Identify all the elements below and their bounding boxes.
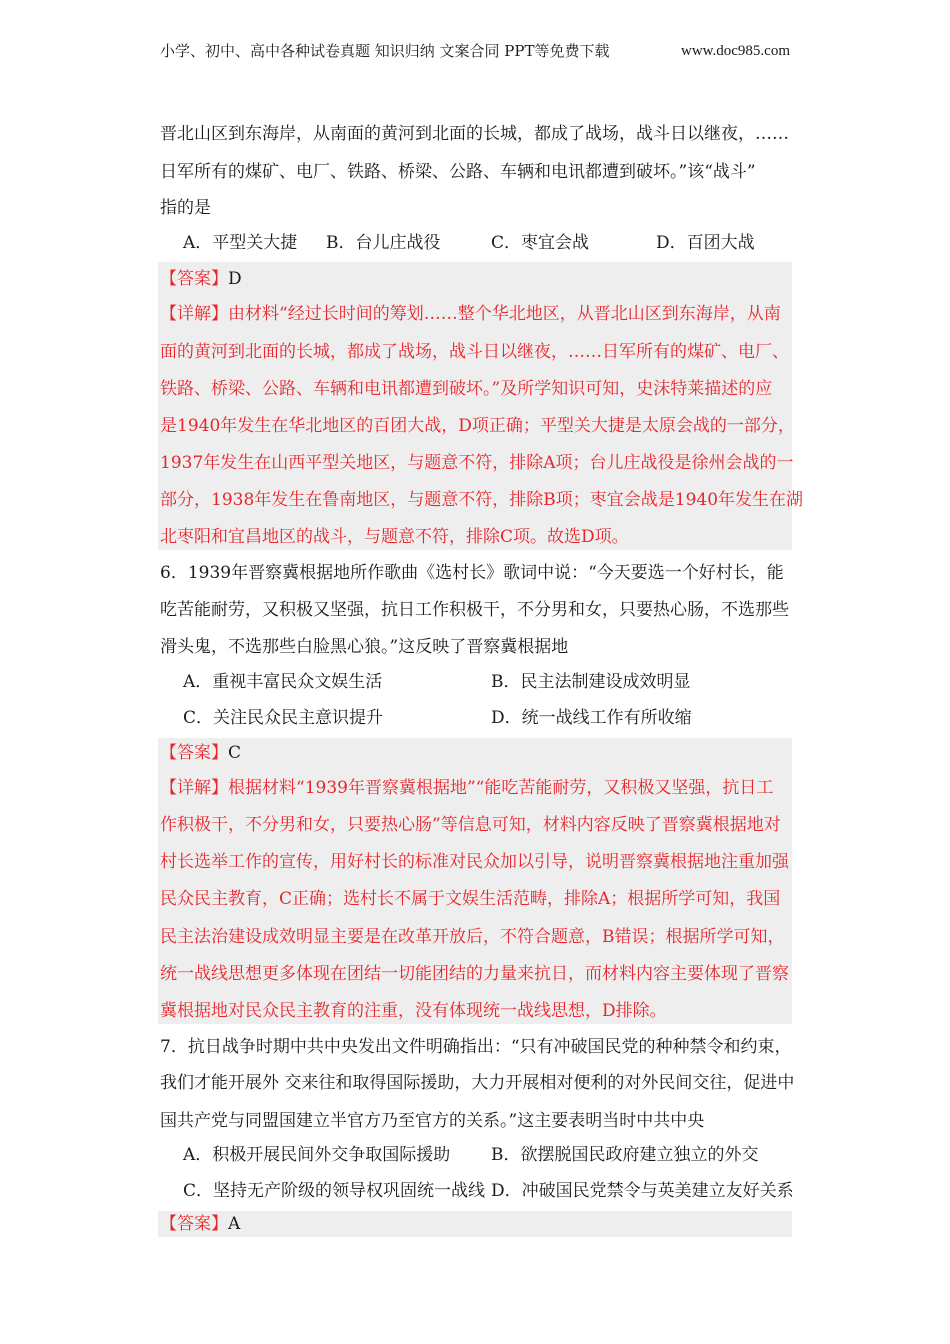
answer-tag: 【答案】 — [160, 1214, 228, 1234]
detail-text: 由材料“经过长时间的筹划……整个华北地区，从晋北山区到东海岸，从南 — [228, 304, 781, 324]
q5-detail-line-2: 面的黄河到北面的长城，都成了战场，战斗日以继夜，……日军所有的煤矿、电厂、 — [160, 342, 789, 362]
q7-option-b: B．欲摆脱国民政府建立独立的外交 — [491, 1145, 759, 1165]
q6-detail-line-6: 统一战线思想更多体现在团结一切能团结的力量来抗日，而材料内容主要体现了晋察 — [160, 964, 789, 984]
q5-option-d: D．百团大战 — [656, 233, 755, 253]
q5-option-c: C．枣宜会战 — [491, 233, 590, 253]
q7-line-2: 我们才能开展外 交来往和取得国际援助，大力开展相对便利的对外民间交往，促进中 — [160, 1073, 795, 1093]
q5-detail-line-4: 是1940年发生在华北地区的百团大战，D项正确；平型关大捷是太原会战的一部分， — [160, 416, 795, 436]
detail-tag: 【详解】 — [160, 304, 228, 324]
q6-detail-line-4: 民众民主教育，C正确；选村长不属于文娱生活范畴，排除A；根据所学可知，我国 — [160, 889, 781, 909]
q6-detail-line-3: 村长选举工作的宣传，用好村长的标准对民众加以引导，说明晋察冀根据地注重加强 — [160, 852, 789, 872]
q5-detail-line-7: 北枣阳和宜昌地区的战斗，与题意不符，排除C项。故选D项。 — [160, 527, 629, 547]
answer-value: A — [228, 1214, 241, 1234]
q6-option-c: C．关注民众民主意识提升 — [183, 708, 384, 728]
q6-detail-line-2: 作积极干，不分男和女，只要热心肠”等信息可知，材料内容反映了晋察冀根据地对 — [160, 815, 781, 835]
q6-line-1: 6．1939年晋察冀根据地所作歌曲《选村长》歌词中说：“今天要选一个好村长，能 — [160, 563, 784, 583]
q6-line-2: 吃苦能耐劳，又积极又坚强，抗日工作积极干，不分男和女，只要热心肠，不选那些 — [160, 600, 789, 620]
q5-option-a: A．平型关大捷 — [183, 233, 298, 253]
detail-text: 根据材料“1939年晋察冀根据地”“能吃苦能耐劳，又积极又坚强，抗日工 — [228, 778, 774, 798]
answer-value: D — [228, 269, 242, 289]
q5-detail-line-6: 部分，1938年发生在鲁南地区，与题意不符，排除B项；枣宜会战是1940年发生在湖 — [160, 490, 804, 510]
answer-tag: 【答案】 — [160, 743, 228, 763]
q7-explanation-box — [158, 1211, 792, 1237]
q5-line-1: 晋北山区到东海岸，从南面的黄河到北面的长城，都成了战场，战斗日以继夜，…… — [160, 124, 789, 144]
q6-detail-line-5: 民主法治建设成效明显主要是在改革开放后，不符合题意，B错误；根据所学可知， — [160, 927, 785, 947]
answer-tag: 【答案】 — [160, 269, 228, 289]
q6-answer — [160, 741, 241, 765]
q7-line-3: 国共产党与同盟国建立半官方乃至官方的关系。”这主要表明当时中共中央 — [160, 1111, 705, 1131]
q6-option-d: D．统一战线工作有所收缩 — [491, 708, 692, 728]
q7-option-a: A．积极开展民间外交争取国际援助 — [183, 1145, 451, 1165]
q6-option-a: A．重视丰富民众文娱生活 — [183, 672, 383, 692]
q6-detail-line-7: 冀根据地对民众民主教育的注重，没有体现统一战线思想，D排除。 — [160, 1001, 667, 1021]
q5-detail-line-3: 铁路、桥梁、公路、车辆和电讯都遭到破坏。”及所学知识可知，史沫特莱描述的应 — [160, 379, 773, 399]
answer-value: C — [228, 743, 242, 763]
page-header — [160, 40, 790, 62]
q6-line-3: 滑头鬼，不选那些白脸黑心狼。”这反映了晋察冀根据地 — [160, 637, 569, 657]
header-site: www.doc985.com — [680, 43, 790, 59]
q6-detail-line-1 — [160, 776, 773, 800]
q5-detail-line-5: 1937年发生在山西平型关地区，与题意不符，排除A项；台儿庄战役是徐州会战的一 — [160, 453, 794, 473]
q5-line-3: 指的是 — [160, 198, 211, 218]
q5-option-b: B．台儿庄战役 — [326, 233, 441, 253]
q7-option-d: D．冲破国民党禁令与英美建立友好关系 — [491, 1181, 794, 1201]
detail-tag: 【详解】 — [160, 778, 228, 798]
q5-answer — [160, 267, 242, 291]
q5-line-2: 日军所有的煤矿、电厂、铁路、桥梁、公路、车辆和电讯都遭到破坏。”该“战斗” — [160, 162, 756, 182]
q7-option-c: C．坚持无产阶级的领导权巩固统一战线 — [183, 1181, 486, 1201]
header-title: 小学、初中、高中各种试卷真题 知识归纳 文案合同 PPT等免费下载 — [160, 42, 610, 60]
q7-answer — [160, 1212, 240, 1236]
q7-line-1: 7．抗日战争时期中共中央发出文件明确指出：“只有冲破国民党的种种禁令和约束， — [160, 1037, 792, 1057]
q5-detail-line-1 — [160, 302, 781, 326]
q6-option-b: B．民主法制建设成效明显 — [491, 672, 691, 692]
